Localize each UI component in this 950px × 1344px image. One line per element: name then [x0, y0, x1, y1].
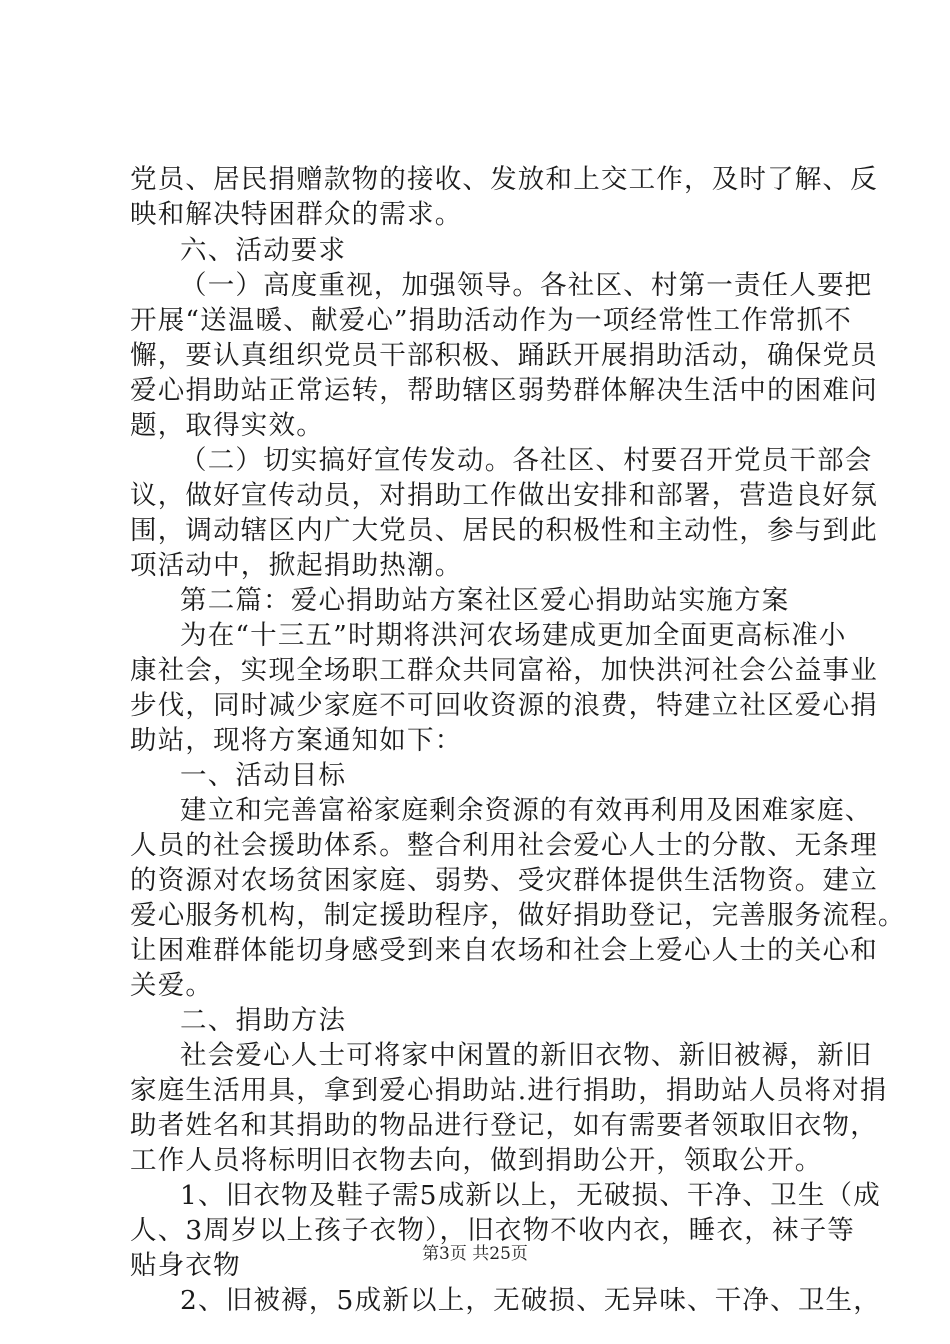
- text-line: 懈，要认真组织党员干部积极、踊跃开展捐助活动，确保党员: [130, 340, 878, 371]
- text-line: 爱心捐助站正常运转，帮助辖区弱势群体解决生活中的困难问: [130, 375, 878, 406]
- text-line: 一、活动目标: [180, 760, 347, 791]
- text-line: （二）切实搞好宣传发动。各社区、村要召开党员干部会: [180, 445, 873, 476]
- text-line: 开展“送温暖、献爱心”捐助活动作为一项经常性工作常抓不: [130, 305, 852, 336]
- text-line: 议，做好宣传动员，对捐助工作做出安排和部署，营造良好氛: [130, 480, 878, 511]
- text-line: （一）高度重视，加强领导。各社区、村第一责任人要把: [180, 270, 873, 301]
- text-line: 的资源对农场贫困家庭、弱势、受灾群体提供生活物资。建立: [130, 865, 878, 896]
- text-line: 关爱。: [130, 970, 214, 1001]
- text-line: 家庭生活用具，拿到爱心捐助站.进行捐助，捐助站人员将对捐: [130, 1075, 888, 1106]
- text-line: 爱心服务机构，制定援助程序，做好捐助登记，完善服务流程。: [130, 900, 906, 931]
- text-line: 二、捐助方法: [180, 1005, 347, 1036]
- text-line: 人、3周岁以上孩子衣物），旧衣物不收内衣，睡衣，袜子等: [130, 1215, 856, 1246]
- text-line: 第二篇：爱心捐助站方案社区爱心捐助站实施方案: [180, 585, 790, 616]
- text-line: 映和解决特困群众的需求。: [130, 199, 463, 230]
- text-line: 步伐，同时减少家庭不可回收资源的浪费，特建立社区爱心捐: [130, 690, 878, 721]
- text-line: 1、旧衣物及鞋子需5成新以上，无破损、干净、卫生（成: [180, 1180, 881, 1211]
- text-line: 为在“十三五”时期将洪河农场建成更加全面更高标准小: [180, 620, 847, 651]
- text-line: 党员、居民捐赠款物的接收、发放和上交工作，及时了解、反: [130, 164, 878, 195]
- text-line: 工作人员将标明旧衣物去向，做到捐助公开，领取公开。: [130, 1145, 823, 1176]
- text-line: 建立和完善富裕家庭剩余资源的有效再利用及困难家庭、: [180, 795, 873, 826]
- text-line: 社会爱心人士可将家中闲置的新旧衣物、新旧被褥，新旧: [180, 1040, 873, 1071]
- text-line: 人员的社会援助体系。整合利用社会爱心人士的分散、无条理: [130, 830, 878, 861]
- text-line: 让困难群体能切身感受到来自农场和社会上爱心人士的关心和: [130, 935, 878, 966]
- text-line: 助者姓名和其捐助的物品进行登记，如有需要者领取旧衣物，: [130, 1110, 878, 1141]
- text-line: 题，取得实效。: [130, 410, 324, 441]
- text-line: 助站，现将方案通知如下：: [130, 725, 463, 756]
- text-line: 康社会，实现全场职工群众共同富裕，加快洪河社会公益事业: [130, 655, 878, 686]
- text-line: 贴身衣物: [130, 1250, 241, 1281]
- page-footer: 第3页 共25页: [422, 1244, 528, 1264]
- text-line: 围，调动辖区内广大党员、居民的积极性和主动性，参与到此: [130, 515, 878, 546]
- text-line: 六、活动要求: [180, 235, 347, 266]
- text-line: 项活动中，掀起捐助热潮。: [130, 550, 463, 581]
- text-line: 2、旧被褥，5成新以上，无破损、无异味、干净、卫生，: [180, 1285, 881, 1316]
